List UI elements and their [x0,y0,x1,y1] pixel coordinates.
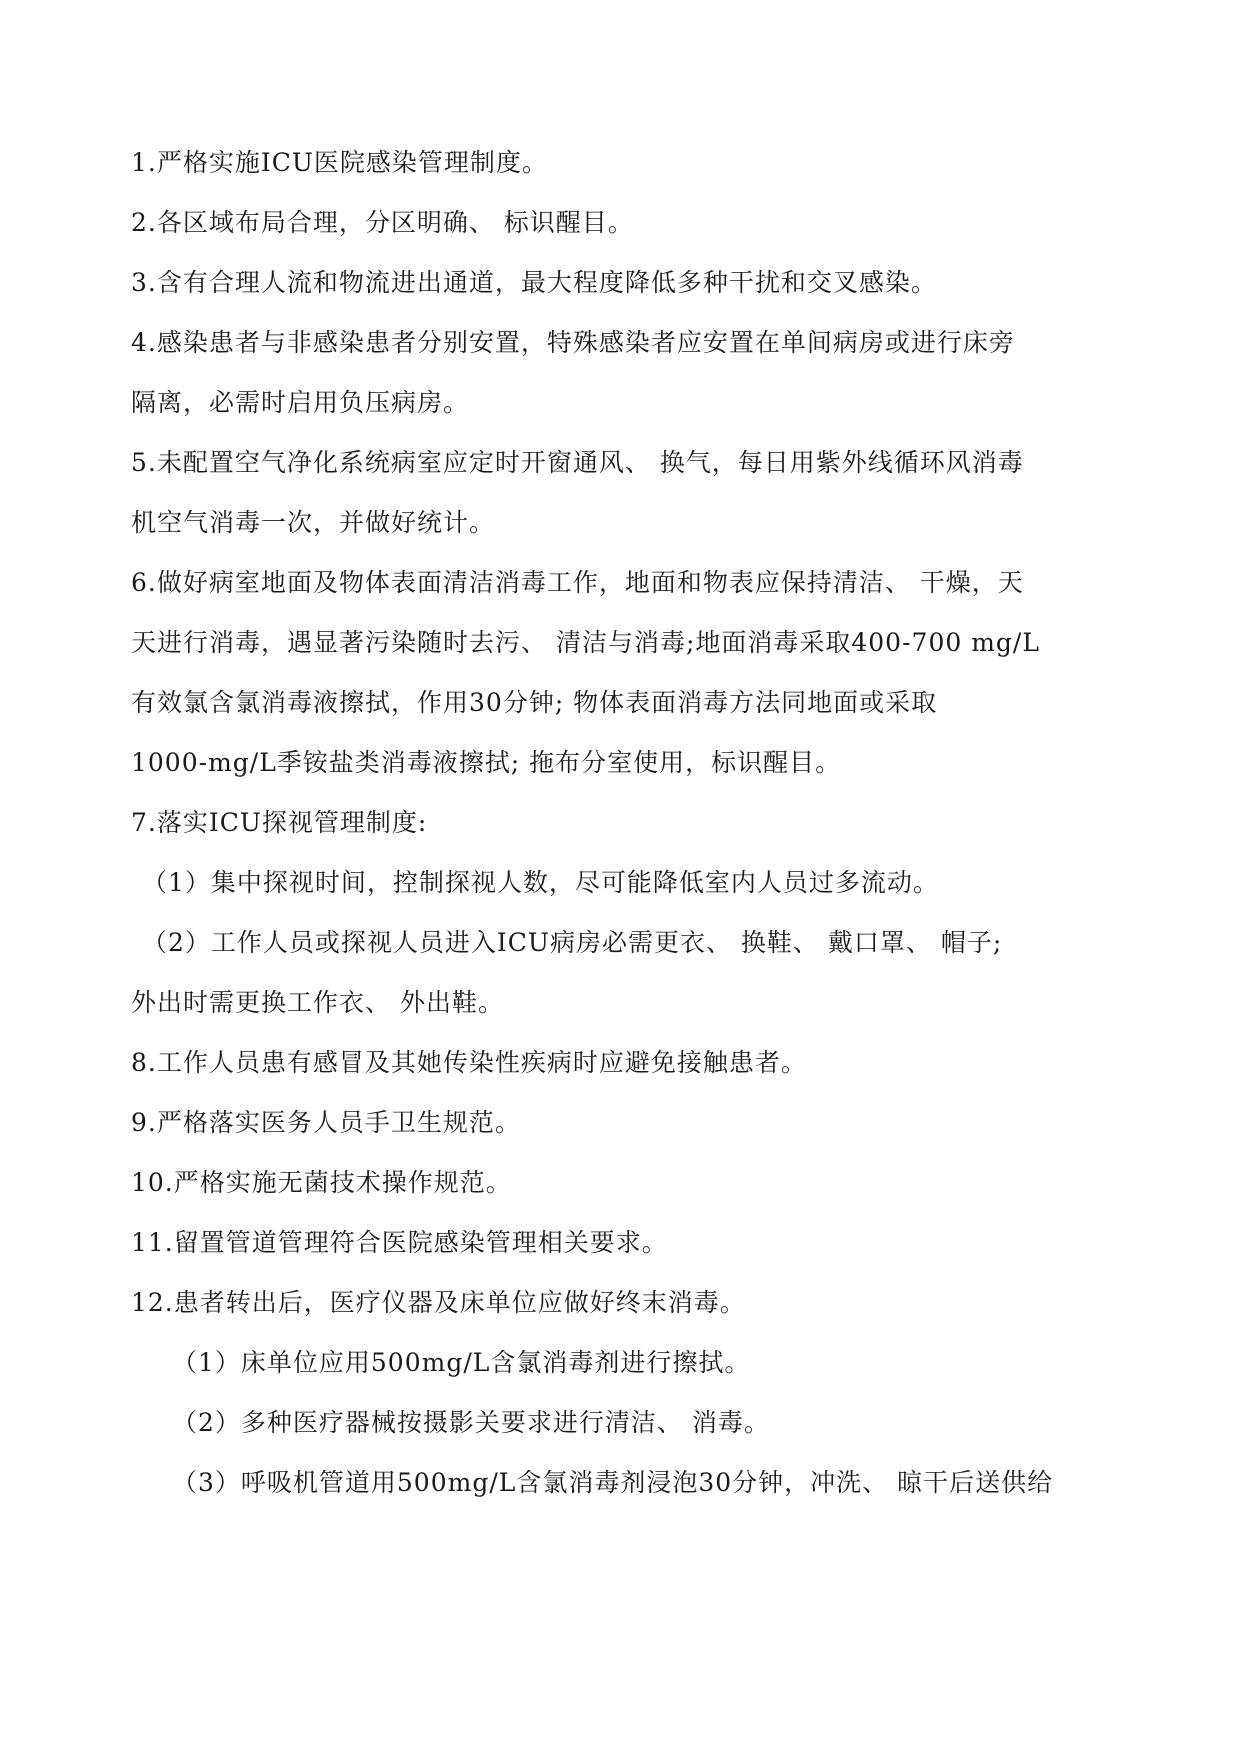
text-line-item-12-sub-3: （3）呼吸机管道用500mg/L含氯消毒剂浸泡30分钟，冲洗、 晾干后送供给 [172,1468,1054,1497]
text-line-item-5: 5.未配置空气净化系统病室应定时开窗通风、 换气，每日用紫外线循环风消毒 [131,448,1024,477]
text-line-item-7-sub-2: （2）工作人员或探视人员进入ICU病房必需更衣、 换鞋、 戴口罩、 帽子; [142,928,1003,957]
text-line-item-6-cont-1: 天进行消毒，遇显著污染随时去污、 清洁与消毒;地面消毒采取400-700 mg/L [131,628,1040,657]
text-line-item-6-cont-2: 有效氯含氯消毒液擦拭，作用30分钟; 物体表面消毒方法同地面或采取 [131,688,938,717]
text-line-item-6-cont-3: 1000-mg/L季铵盐类消毒液擦拭; 拖布分室使用，标识醒目。 [131,748,842,777]
text-line-item-7-sub-2-cont: 外出时需更换工作衣、 外出鞋。 [131,988,504,1017]
text-line-item-12: 12.患者转出后，医疗仪器及床单位应做好终末消毒。 [131,1288,746,1317]
text-line-item-11: 11.留置管道管理符合医院感染管理相关要求。 [131,1228,668,1257]
text-line-item-3: 3.含有合理人流和物流进出通道，最大程度降低多种干扰和交叉感染。 [131,268,937,297]
text-line-item-12-sub-1: （1）床单位应用500mg/L含氯消毒剂进行擦拭。 [172,1348,751,1377]
text-line-item-7-sub-1: （1）集中探视时间，控制探视人数，尽可能降低室内人员过多流动。 [142,868,939,897]
text-line-item-9: 9.严格落实医务人员手卫生规范。 [131,1108,521,1137]
text-line-item-4: 4.感染患者与非感染患者分别安置，特殊感染者应安置在单间病房或进行床旁 [131,328,1015,357]
text-line-item-4-cont: 隔离，必需时启用负压病房。 [131,388,470,417]
text-line-item-7: 7.落实ICU探视管理制度: [131,808,428,837]
text-line-item-1: 1.严格实施ICU医院感染管理制度。 [131,148,548,177]
text-line-item-2: 2.各区域布局合理，分区明确、 标识醒目。 [131,208,634,237]
text-line-item-12-sub-2: （2）多种医疗器械按摄影关要求进行清洁、 消毒。 [172,1408,770,1437]
text-line-item-6: 6.做好病室地面及物体表面清洁消毒工作，地面和物表应保持清洁、 干燥，天 [131,568,1024,597]
text-line-item-10: 10.严格实施无菌技术操作规范。 [131,1168,512,1197]
text-line-item-8: 8.工作人员患有感冒及其她传染性疾病时应避免接触患者。 [131,1048,807,1077]
text-line-item-5-cont: 机空气消毒一次，并做好统计。 [131,508,496,537]
